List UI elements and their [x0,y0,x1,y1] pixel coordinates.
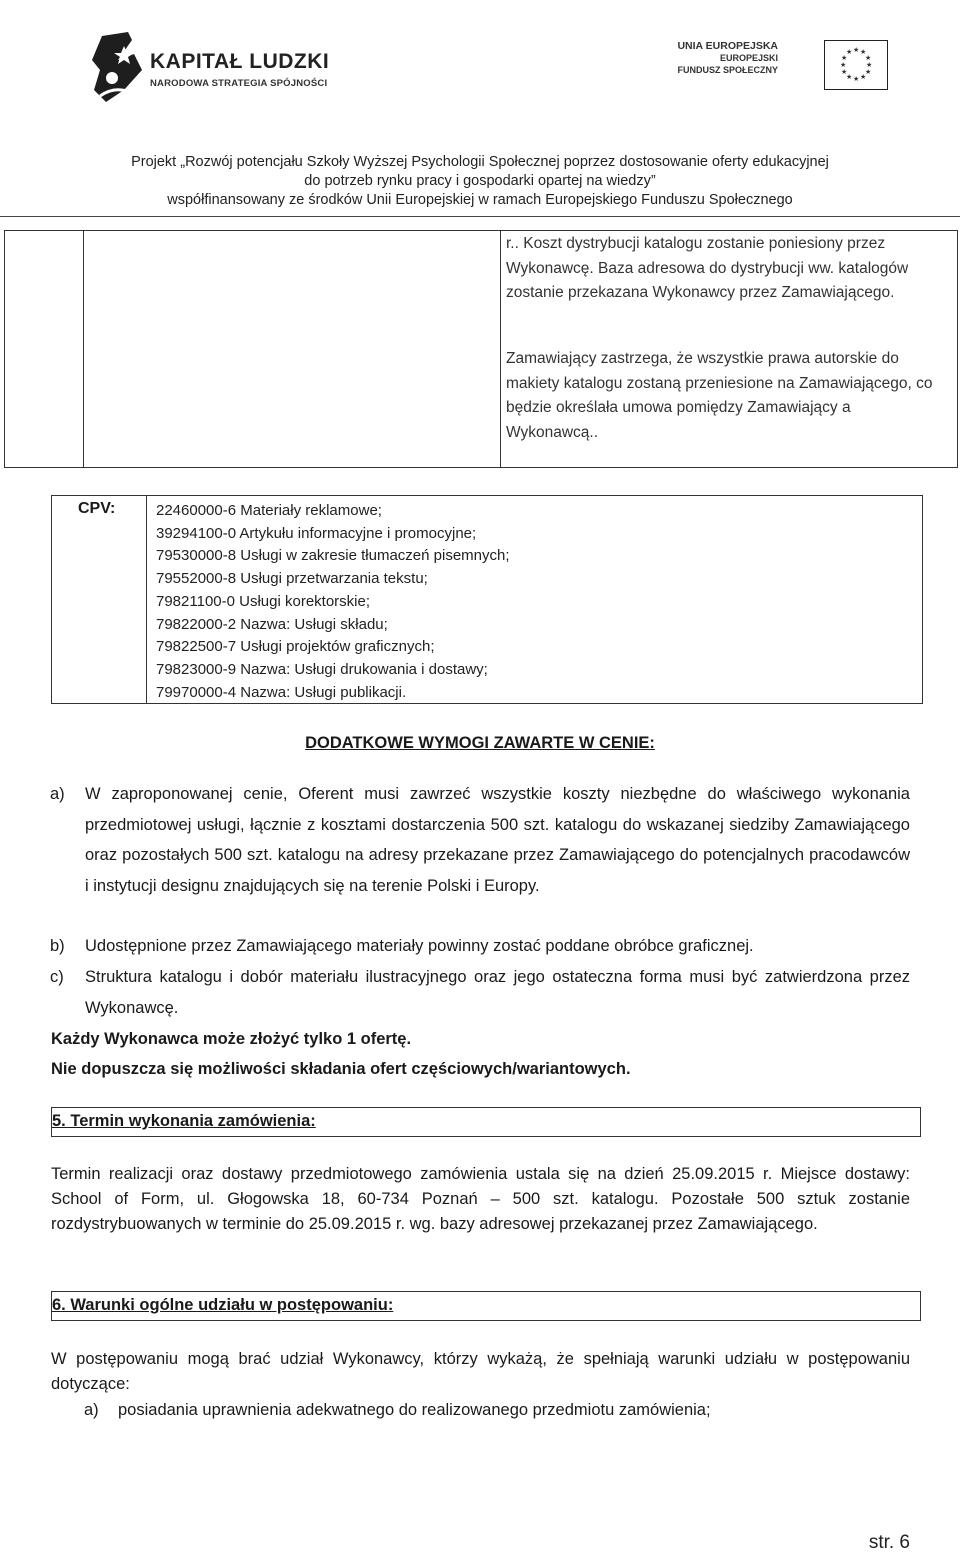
logo-subtitle: NARODOWA STRATEGIA SPÓJNOŚCI [150,78,328,89]
cpv-item: 79822500-7 Usługi projektów graficznych; [156,638,435,656]
header-divider [0,216,960,217]
project-line-1: Projekt „Rozwój potencjału Szkoły Wyższej Psychologii Społecznej poprzez dostosowanie oferty edukacyjnej [131,154,829,170]
project-line-2: do potrzeb rynku pracy i gospodarki opartej na wiedzy” [304,173,656,189]
svg-text:★: ★ [846,73,853,81]
list-marker: c) [50,968,64,986]
eu-logo-text [677,40,778,76]
requirement-item-a [50,779,910,901]
eu-logo-line1: UNIA EUROPEJSKA [677,40,778,52]
svg-text:★: ★ [841,54,848,62]
requirement-text: Struktura katalogu i dobór materiału ilustracyjnego oraz jego ostateczna forma musi być zatwierdzona przez Wykonawcę. [85,968,910,1017]
requirement-text: Udostępnione przez Zamawiającego materiały powinny zostać poddane obróbce graficznej. [85,937,754,955]
svg-text:★: ★ [846,48,853,56]
table-column-divider [500,231,501,467]
kapital-ludzki-logo [88,30,338,110]
partial-offers-note: Nie dopuszcza się możliwości składania ofert częściowych/wariantowych. [51,1060,631,1078]
svg-text:★: ★ [840,61,847,69]
list-marker: b) [50,937,65,955]
cpv-item: 79822000-2 Nazwa: Usługi składu; [156,615,388,633]
extra-requirements-heading: DODATKOWE WYMOGI ZAWARTE W CENIE: [305,734,655,752]
project-line-3: współfinansowany ze środków Unii Europejskiej w ramach Europejskiego Funduszu Społecznego [167,192,793,208]
svg-text:★: ★ [853,75,860,83]
cpv-list [156,500,510,704]
svg-text:★: ★ [853,46,860,54]
list-marker: a) [50,785,65,803]
cpv-divider [146,496,147,703]
single-offer-note: Każdy Wykonawca może złożyć tylko 1 ofertę. [51,1030,412,1048]
svg-text:★: ★ [865,68,872,76]
table-cell-paragraph-2: Zamawiający zastrzega, że wszystkie prawa autorskie do makiety katalogu zostaną przeniesione na Zamawiającego, co będzie określała umowa pomiędzy Zamawiający a Wykonawcą.. [506,350,933,441]
eu-logo [677,40,890,94]
cpv-label: CPV: [78,500,116,517]
section6-heading: 6. Warunki ogólne udziału w postępowaniu: [52,1296,394,1314]
section6-item-a-marker: a) [84,1401,99,1419]
section6-item-a: posiadania uprawnienia adekwatnego do realizowanego przedmiotu zamówienia; [118,1401,711,1419]
section5-text: Termin realizacji oraz dostawy przedmiotowego zamówienia ustala się na dzień 25.09.2015 r. Miejsce dostawy: School of Form, ul. Głogowska 18, 60-734 Poznań – 500 szt. katalogu. Pozostałe 500 sztuk zostanie rozdystrybuowanych w terminie do 25.09.2015 r. wg. bazy adresowej przekazanej przez Zamawiającego. [51,1165,910,1233]
svg-text:★: ★ [860,73,867,81]
svg-text:★: ★ [841,68,848,76]
eu-logo-line3: FUNDUSZ SPOŁECZNY [677,65,778,75]
requirement-text: W zaproponowanej cenie, Oferent musi zawrzeć wszystkie koszty niezbędne do właściwego wykonania przedmiotowej usługi, łącznie z kosztami dostarczenia 500 szt. katalogu do wskazanej siedziby Zamawiającego oraz pozostałych 500 szt. katalogu na adresy przekazane przez Zamawiającego do potencjalnych pracodawców i instytucji designu znajdujących się na terenie Polski i Europy. [85,785,910,895]
section6-text: W postępowaniu mogą brać udział Wykonawcy, którzy wykażą, że spełniają warunki udziału w postępowaniu dotyczące: [51,1350,910,1393]
cpv-item: 79552000-8 Usługi przetwarzania tekstu; [156,570,428,588]
svg-text:★: ★ [865,54,872,62]
table-column-divider [83,231,84,467]
requirement-item-b [50,931,910,962]
section6-heading-box [51,1291,921,1321]
svg-text:★: ★ [860,48,867,56]
page-number: str. 6 [868,1532,910,1553]
svg-text:★: ★ [866,61,873,69]
kapital-ludzki-emblem-icon [88,30,148,110]
eu-logo-line2: EUROPEJSKI [719,53,778,63]
section5-heading: 5. Termin wykonania zamówienia: [52,1112,316,1130]
section5-heading-box [51,1107,921,1137]
cpv-item: 79823000-9 Nazwa: Usługi drukowania i dostawy; [156,660,488,678]
cpv-item: 79530000-8 Usługi w zakresie tłumaczeń pisemnych; [156,547,510,565]
cpv-item: 22460000-6 Materiały reklamowe; [156,502,382,519]
requirement-item-c [50,962,910,1023]
cpv-item: 79970000-4 Nazwa: Usługi publikacji. [156,683,407,701]
cpv-table [51,495,923,704]
logo-title: KAPITAŁ LUDZKI [150,50,330,73]
cpv-item: 79821100-0 Usługi korektorskie; [156,592,371,610]
table-cell-paragraph-1: r.. Koszt dystrybucji katalogu zostanie poniesiony przez Wykonawcę. Baza adresowa do dystrybucji ww. katalogów zostanie przekazana Wykonawcy przez Zamawiającego. [506,235,909,301]
eu-flag-icon [824,40,888,90]
cpv-item: 39294100-0 Artykułu informacyjne i promocyjne; [156,524,477,542]
